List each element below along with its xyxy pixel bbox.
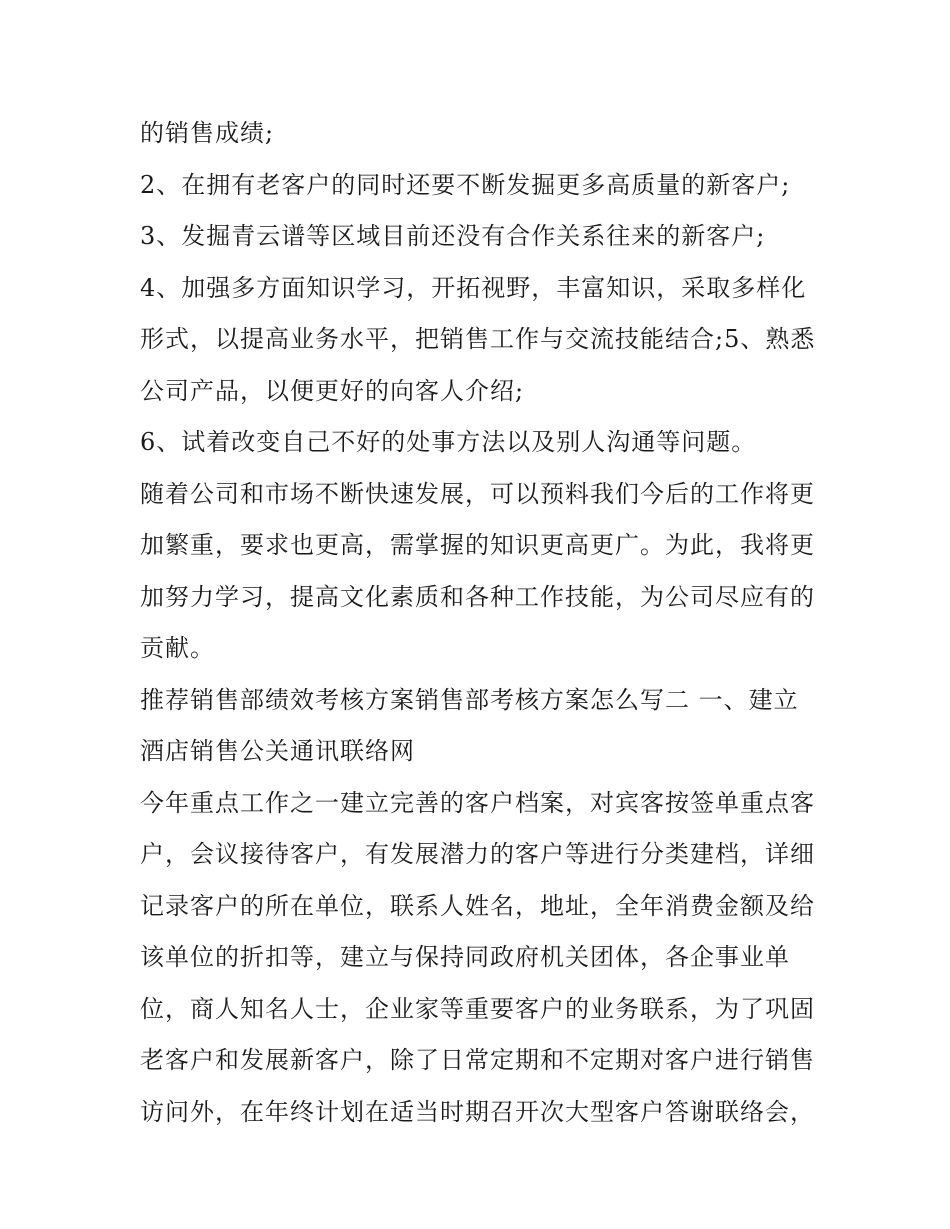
text-line: 3、发掘青云谱等区域目前还没有合作关系往来的新客户;: [140, 222, 766, 250]
text-line: 贡献。: [140, 634, 215, 662]
text-line: 该单位的折扣等，建立与保持同政府机关团体，各企事业单: [140, 943, 790, 971]
text-line: 2、在拥有老客户的同时还要不断发掘更多高质量的新客户;: [140, 170, 791, 199]
text-line: 老客户和发展新客户，除了日常定期和不定期对客户进行销售: [140, 1046, 815, 1074]
section-heading-line: 推荐销售部绩效考核方案销售部考核方案怎么写二 一、建立: [140, 685, 799, 714]
text-line: 访问外，在年终计划在适当时期召开次大型客户答谢联络会，: [140, 1097, 815, 1126]
document-body: [140, 108, 820, 1138]
text-line: 4、加强多方面知识学习，开拓视野，丰富知识，采取多样化: [140, 273, 807, 302]
text-line: 加繁重，要求也更高，需掌握的知识更高更广。为此，我将更: [140, 531, 815, 559]
text-line: 公司产品，以便更好的向客人介绍;: [140, 376, 525, 405]
text-line: 形式，以提高业务水平，把销售工作与交流技能结合;5、熟悉: [140, 325, 816, 353]
section-heading-line: 酒店销售公关通讯联络网: [140, 737, 415, 765]
text-line: 6、试着改变自己不好的处事方法以及别人沟通等问题。: [140, 428, 757, 456]
text-line: 今年重点工作之一建立完善的客户档案，对宾客按签单重点客: [140, 788, 815, 817]
text-line: 户，会议接待客户，有发展潜力的客户等进行分类建档，详细: [140, 840, 815, 868]
text-line: 加努力学习，提高文化素质和各种工作技能，为公司尽应有的: [140, 582, 815, 611]
text-line: 的销售成绩;: [140, 119, 275, 147]
text-line: 位，商人知名人士，企业家等重要客户的业务联系，为了巩固: [140, 994, 815, 1023]
text-line: 记录客户的所在单位，联系人姓名，地址，全年消费金额及给: [140, 891, 815, 920]
text-line: 随着公司和市场不断快速发展，可以预料我们今后的工作将更: [140, 479, 815, 508]
